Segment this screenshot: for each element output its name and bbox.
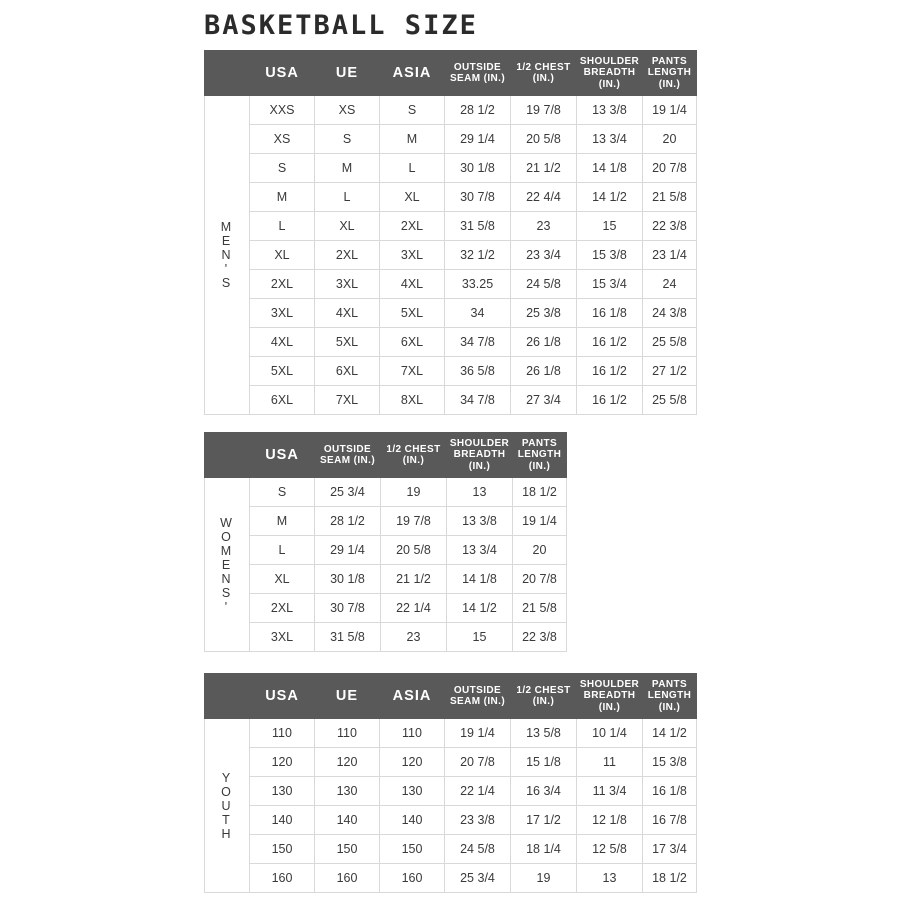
table-cell: 29 1/4 bbox=[445, 125, 511, 154]
table-row bbox=[205, 154, 697, 183]
column-header-label: OUTSIDE SEAM (IN.) bbox=[449, 684, 506, 707]
table-cell: 19 7/8 bbox=[511, 96, 577, 125]
table-cell: XXS bbox=[250, 96, 315, 125]
table-cell: 11 3/4 bbox=[577, 777, 643, 806]
table-cell: 4XL bbox=[380, 270, 445, 299]
row-group-label-char: M bbox=[220, 220, 234, 234]
table-cell: 110 bbox=[250, 719, 315, 748]
table-cell: S bbox=[315, 125, 380, 154]
table-cell: 21 5/8 bbox=[643, 183, 697, 212]
table-cell: L bbox=[315, 183, 380, 212]
row-group-label-char: N bbox=[221, 571, 233, 586]
table-row bbox=[205, 719, 697, 748]
column-header bbox=[250, 51, 315, 96]
row-group-label-char: N bbox=[221, 248, 233, 262]
column-header-label: SHOULDER BREADTH (IN.) bbox=[579, 678, 640, 713]
table-cell: 7XL bbox=[380, 357, 445, 386]
table-cell: 160 bbox=[380, 864, 445, 893]
row-group-label-char: O bbox=[221, 529, 233, 544]
table-cell: 25 5/8 bbox=[643, 328, 697, 357]
row-group-label bbox=[205, 719, 250, 893]
table-cell: 16 1/2 bbox=[577, 386, 643, 415]
table-cell: 17 3/4 bbox=[643, 835, 697, 864]
table-cell: M bbox=[250, 507, 315, 536]
table-cell: L bbox=[250, 536, 315, 565]
table-cell: 13 3/8 bbox=[447, 507, 513, 536]
table-cell: 140 bbox=[380, 806, 445, 835]
table-cell: S bbox=[380, 96, 445, 125]
column-header-label: SHOULDER BREADTH (IN.) bbox=[449, 437, 510, 472]
table-cell: 16 1/8 bbox=[577, 299, 643, 328]
table-row bbox=[205, 478, 567, 507]
table-cell: 20 5/8 bbox=[511, 125, 577, 154]
row-group-label-char: ' bbox=[224, 599, 230, 614]
table-cell: 20 7/8 bbox=[513, 565, 567, 594]
table-cell: 22 4/4 bbox=[511, 183, 577, 212]
table-cell: 24 5/8 bbox=[511, 270, 577, 299]
table-cell: 24 3/8 bbox=[643, 299, 697, 328]
table-cell: 15 3/4 bbox=[577, 270, 643, 299]
column-header bbox=[250, 433, 315, 478]
table-cell: 29 1/4 bbox=[315, 536, 381, 565]
page-title: BASKETBALL SIZE bbox=[204, 10, 478, 41]
table-row bbox=[205, 386, 697, 415]
table-row bbox=[205, 777, 697, 806]
column-header bbox=[250, 674, 315, 719]
table-cell: 13 3/8 bbox=[577, 96, 643, 125]
table-cell: 5XL bbox=[315, 328, 380, 357]
table-cell: 23 bbox=[511, 212, 577, 241]
table-cell: 4XL bbox=[315, 299, 380, 328]
table-cell: 18 1/4 bbox=[511, 835, 577, 864]
table-cell: 21 5/8 bbox=[513, 594, 567, 623]
table-cell: 13 bbox=[577, 864, 643, 893]
column-header bbox=[381, 433, 447, 478]
table-cell: XL bbox=[380, 183, 445, 212]
table-row bbox=[205, 299, 697, 328]
table-row bbox=[205, 328, 697, 357]
table-cell: M bbox=[315, 154, 380, 183]
column-header-label: 1/2 CHEST (IN.) bbox=[386, 443, 441, 466]
table-cell: 22 3/8 bbox=[643, 212, 697, 241]
table-cell: 14 1/2 bbox=[447, 594, 513, 623]
table-cell: 27 3/4 bbox=[511, 386, 577, 415]
table-cell: 22 1/4 bbox=[445, 777, 511, 806]
column-header-label: UE bbox=[335, 688, 359, 704]
table-cell: 30 7/8 bbox=[315, 594, 381, 623]
table-cell: 25 3/4 bbox=[315, 478, 381, 507]
header-row bbox=[205, 51, 697, 96]
table-cell: 2XL bbox=[315, 241, 380, 270]
youth-table-header bbox=[205, 674, 697, 719]
table-cell: 150 bbox=[315, 835, 380, 864]
table-cell: 3XL bbox=[250, 299, 315, 328]
table-cell: 2XL bbox=[380, 212, 445, 241]
table-row bbox=[205, 565, 567, 594]
column-header bbox=[380, 51, 445, 96]
table-cell: XS bbox=[315, 96, 380, 125]
table-cell: 22 3/8 bbox=[513, 623, 567, 652]
youth-size-table bbox=[204, 673, 697, 893]
table-cell: 120 bbox=[315, 748, 380, 777]
table-cell: S bbox=[250, 154, 315, 183]
table-cell: 130 bbox=[250, 777, 315, 806]
row-group-label-char: M bbox=[220, 543, 234, 558]
table-row bbox=[205, 835, 697, 864]
table-cell: 11 bbox=[577, 748, 643, 777]
table-cell: 32 1/2 bbox=[445, 241, 511, 270]
table-cell: 15 1/8 bbox=[511, 748, 577, 777]
table-cell: 13 3/4 bbox=[577, 125, 643, 154]
table-cell: 10 1/4 bbox=[577, 719, 643, 748]
table-cell: 140 bbox=[315, 806, 380, 835]
table-cell: 16 3/4 bbox=[511, 777, 577, 806]
table-row bbox=[205, 864, 697, 893]
table-cell: XL bbox=[315, 212, 380, 241]
column-header bbox=[445, 674, 511, 719]
table-cell: XS bbox=[250, 125, 315, 154]
table-row bbox=[205, 183, 697, 212]
table-cell: 140 bbox=[250, 806, 315, 835]
table-cell: M bbox=[380, 125, 445, 154]
table-cell: 19 1/4 bbox=[445, 719, 511, 748]
mens-table-header bbox=[205, 51, 697, 96]
table-cell: 21 1/2 bbox=[511, 154, 577, 183]
table-cell: 17 1/2 bbox=[511, 806, 577, 835]
table-cell: 3XL bbox=[380, 241, 445, 270]
column-header-label: USA bbox=[265, 447, 299, 463]
table-cell: 23 3/4 bbox=[511, 241, 577, 270]
table-cell: 27 1/2 bbox=[643, 357, 697, 386]
table-row bbox=[205, 212, 697, 241]
table-cell: 18 1/2 bbox=[513, 478, 567, 507]
row-group-label-char: O bbox=[221, 784, 233, 799]
table-cell: 2XL bbox=[250, 594, 315, 623]
column-header bbox=[447, 433, 513, 478]
table-cell: 110 bbox=[315, 719, 380, 748]
table-cell: 5XL bbox=[380, 299, 445, 328]
table-row bbox=[205, 96, 697, 125]
table-cell: 24 bbox=[643, 270, 697, 299]
table-cell: 20 7/8 bbox=[445, 748, 511, 777]
table-cell: 5XL bbox=[250, 357, 315, 386]
column-header bbox=[315, 51, 380, 96]
column-header bbox=[577, 674, 643, 719]
column-header-label: ASIA bbox=[392, 65, 432, 81]
row-group-label bbox=[205, 96, 250, 415]
table-cell: 15 3/8 bbox=[643, 748, 697, 777]
row-group-label-char: Y bbox=[221, 770, 233, 785]
table-row bbox=[205, 806, 697, 835]
header-row bbox=[205, 674, 697, 719]
row-group-label bbox=[205, 478, 250, 652]
table-cell: 13 3/4 bbox=[447, 536, 513, 565]
column-header bbox=[643, 51, 697, 96]
table-cell: 120 bbox=[380, 748, 445, 777]
row-group-label-char: S bbox=[221, 585, 233, 600]
table-cell: 130 bbox=[380, 777, 445, 806]
table-cell: 15 bbox=[577, 212, 643, 241]
table-cell: 3XL bbox=[315, 270, 380, 299]
row-group-label-char: T bbox=[222, 812, 232, 827]
column-header-label: UE bbox=[335, 65, 359, 81]
header-corner-cell bbox=[205, 674, 250, 719]
womens-size-table bbox=[204, 432, 567, 652]
column-header-label: USA bbox=[265, 688, 299, 704]
table-cell: 19 7/8 bbox=[381, 507, 447, 536]
table-cell: 34 7/8 bbox=[445, 328, 511, 357]
row-group-label-char: E bbox=[221, 557, 233, 572]
table-cell: 8XL bbox=[380, 386, 445, 415]
table-cell: 28 1/2 bbox=[445, 96, 511, 125]
table-cell: 34 bbox=[445, 299, 511, 328]
womens-table-body bbox=[205, 478, 567, 652]
table-cell: L bbox=[380, 154, 445, 183]
row-group-label-char: W bbox=[220, 515, 234, 530]
table-cell: 14 1/8 bbox=[447, 565, 513, 594]
column-header-label: SHOULDER BREADTH (IN.) bbox=[579, 55, 640, 90]
table-cell: XL bbox=[250, 565, 315, 594]
mens-table-body bbox=[205, 96, 697, 415]
table-row bbox=[205, 270, 697, 299]
column-header-label: ASIA bbox=[392, 688, 432, 704]
row-group-label-char: U bbox=[221, 798, 233, 813]
table-cell: 19 1/4 bbox=[643, 96, 697, 125]
table-cell: 33.25 bbox=[445, 270, 511, 299]
table-cell: 30 1/8 bbox=[445, 154, 511, 183]
table-cell: 12 1/8 bbox=[577, 806, 643, 835]
header-corner-cell bbox=[205, 51, 250, 96]
table-cell: 24 5/8 bbox=[445, 835, 511, 864]
table-cell: 4XL bbox=[250, 328, 315, 357]
column-header bbox=[315, 674, 380, 719]
column-header bbox=[513, 433, 567, 478]
table-cell: 160 bbox=[315, 864, 380, 893]
table-cell: 110 bbox=[380, 719, 445, 748]
table-cell: 13 5/8 bbox=[511, 719, 577, 748]
table-cell: 6XL bbox=[315, 357, 380, 386]
table-cell: 23 bbox=[381, 623, 447, 652]
table-cell: 16 1/8 bbox=[643, 777, 697, 806]
column-header-label: OUTSIDE SEAM (IN.) bbox=[319, 443, 376, 466]
column-header bbox=[511, 51, 577, 96]
table-cell: 150 bbox=[250, 835, 315, 864]
table-cell: 15 bbox=[447, 623, 513, 652]
table-row bbox=[205, 536, 567, 565]
table-cell: 2XL bbox=[250, 270, 315, 299]
table-cell: 25 3/4 bbox=[445, 864, 511, 893]
table-cell: 28 1/2 bbox=[315, 507, 381, 536]
row-group-label-char: S bbox=[221, 276, 233, 290]
column-header bbox=[511, 674, 577, 719]
table-cell: 19 1/4 bbox=[513, 507, 567, 536]
table-cell: 16 1/2 bbox=[577, 328, 643, 357]
table-cell: 7XL bbox=[315, 386, 380, 415]
table-cell: 30 1/8 bbox=[315, 565, 381, 594]
table-cell: 16 1/2 bbox=[577, 357, 643, 386]
table-cell: 19 bbox=[511, 864, 577, 893]
womens-table-header bbox=[205, 433, 567, 478]
table-cell: 3XL bbox=[250, 623, 315, 652]
table-cell: 14 1/8 bbox=[577, 154, 643, 183]
table-cell: 34 7/8 bbox=[445, 386, 511, 415]
table-cell: 20 bbox=[513, 536, 567, 565]
header-corner-cell bbox=[205, 433, 250, 478]
column-header bbox=[445, 51, 511, 96]
table-cell: 19 bbox=[381, 478, 447, 507]
table-cell: 120 bbox=[250, 748, 315, 777]
table-cell: 14 1/2 bbox=[643, 719, 697, 748]
table-cell: 18 1/2 bbox=[643, 864, 697, 893]
table-cell: 20 5/8 bbox=[381, 536, 447, 565]
table-cell: XL bbox=[250, 241, 315, 270]
table-cell: 16 7/8 bbox=[643, 806, 697, 835]
column-header bbox=[380, 674, 445, 719]
column-header bbox=[577, 51, 643, 96]
row-group-label-char: H bbox=[221, 826, 233, 841]
column-header-label: PANTS LENGTH (IN.) bbox=[517, 437, 562, 472]
table-row bbox=[205, 357, 697, 386]
column-header-label: PANTS LENGTH (IN.) bbox=[647, 55, 692, 90]
table-row bbox=[205, 623, 567, 652]
header-row bbox=[205, 433, 567, 478]
table-cell: S bbox=[250, 478, 315, 507]
column-header-label: 1/2 CHEST (IN.) bbox=[516, 61, 571, 84]
table-cell: 20 7/8 bbox=[643, 154, 697, 183]
mens-size-table bbox=[204, 50, 697, 415]
column-header-label: 1/2 CHEST (IN.) bbox=[516, 684, 571, 707]
table-cell: 31 5/8 bbox=[315, 623, 381, 652]
table-cell: 26 1/8 bbox=[511, 328, 577, 357]
table-cell: L bbox=[250, 212, 315, 241]
table-cell: 12 5/8 bbox=[577, 835, 643, 864]
column-header bbox=[643, 674, 697, 719]
table-row bbox=[205, 594, 567, 623]
table-cell: 130 bbox=[315, 777, 380, 806]
column-header-label: USA bbox=[265, 65, 299, 81]
table-cell: 160 bbox=[250, 864, 315, 893]
table-cell: 25 5/8 bbox=[643, 386, 697, 415]
table-cell: 6XL bbox=[250, 386, 315, 415]
table-cell: 6XL bbox=[380, 328, 445, 357]
table-cell: 21 1/2 bbox=[381, 565, 447, 594]
column-header-label: PANTS LENGTH (IN.) bbox=[647, 678, 692, 713]
table-cell: 36 5/8 bbox=[445, 357, 511, 386]
table-cell: 23 1/4 bbox=[643, 241, 697, 270]
table-row bbox=[205, 507, 567, 536]
column-header bbox=[315, 433, 381, 478]
table-row bbox=[205, 241, 697, 270]
table-cell: 20 bbox=[643, 125, 697, 154]
table-cell: 25 3/8 bbox=[511, 299, 577, 328]
row-group-label-char: E bbox=[221, 234, 233, 248]
table-cell: 14 1/2 bbox=[577, 183, 643, 212]
table-cell: 150 bbox=[380, 835, 445, 864]
table-cell: 31 5/8 bbox=[445, 212, 511, 241]
table-row bbox=[205, 125, 697, 154]
table-cell: 15 3/8 bbox=[577, 241, 643, 270]
table-cell: 26 1/8 bbox=[511, 357, 577, 386]
table-row bbox=[205, 748, 697, 777]
table-cell: 30 7/8 bbox=[445, 183, 511, 212]
table-cell: 13 bbox=[447, 478, 513, 507]
row-group-label-char: ' bbox=[224, 262, 230, 276]
table-cell: 23 3/8 bbox=[445, 806, 511, 835]
table-cell: 22 1/4 bbox=[381, 594, 447, 623]
youth-table-body bbox=[205, 719, 697, 893]
column-header-label: OUTSIDE SEAM (IN.) bbox=[449, 61, 506, 84]
table-cell: M bbox=[250, 183, 315, 212]
